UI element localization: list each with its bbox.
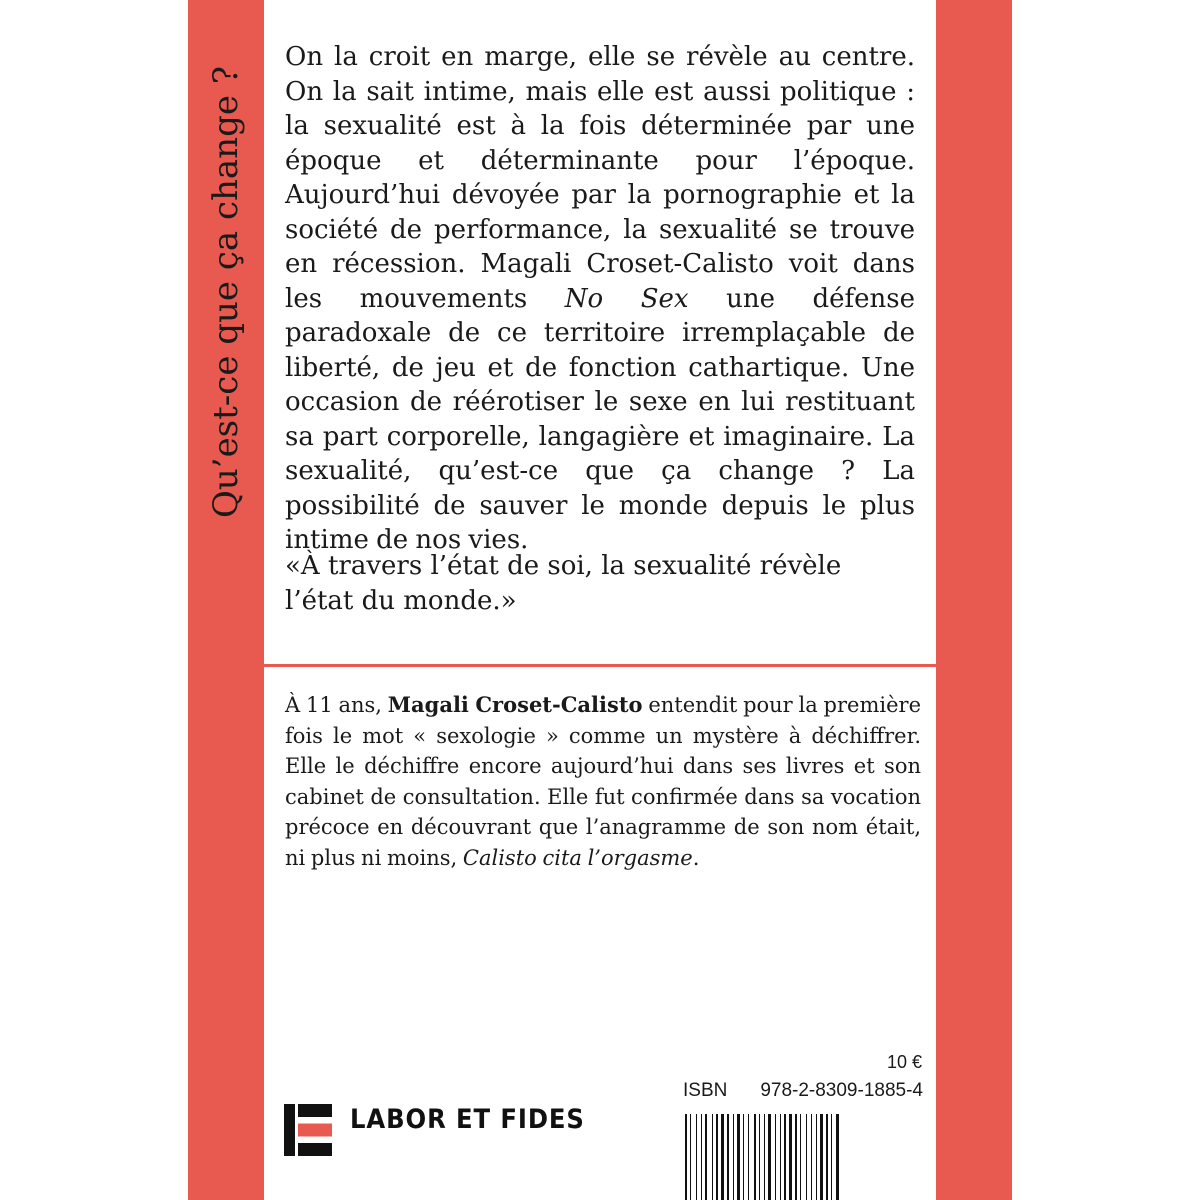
section-divider xyxy=(264,664,936,667)
blurb-italic: No Sex xyxy=(564,283,689,314)
barcode-bar xyxy=(764,1114,765,1200)
barcode-bar xyxy=(775,1114,776,1200)
barcode-bar xyxy=(733,1114,734,1200)
bio-anagram: Calisto cita l’orgasme xyxy=(462,845,693,870)
barcode-bar xyxy=(795,1114,797,1200)
barcode-bar xyxy=(759,1114,760,1200)
barcode-bar xyxy=(712,1114,713,1200)
barcode-bar xyxy=(820,1114,823,1200)
labor-et-fides-logo-icon xyxy=(284,1104,332,1156)
barcode-bar xyxy=(800,1114,801,1200)
barcode xyxy=(683,1114,923,1200)
blurb-part3: une défense paradoxale de ce territoire irremplaçable de liberté, de jeu et de fonction cathartique. Une occasion de réérotiser le sexe en lui restituant sa part corporelle, langagière et imaginaire. La sexualité, qu’est-ce que ça change ? La possibilité de sauver le monde depuis le plus intime de nos vies. xyxy=(285,283,916,555)
author-bio xyxy=(285,690,921,873)
barcode-bar xyxy=(826,1114,828,1200)
bio-part1: À 11 ans, xyxy=(285,693,388,717)
blurb-text xyxy=(285,40,915,558)
barcode-bar xyxy=(780,1114,781,1200)
barcode-bar xyxy=(768,1114,771,1200)
pull-quote: «À travers l’état de soi, la sexualité révèle l’état du monde.» xyxy=(285,551,842,616)
isbn-number: 978-2-8309-1885-4 xyxy=(760,1080,923,1101)
barcode-bar xyxy=(721,1114,724,1200)
barcode-bar xyxy=(784,1114,786,1200)
barcode-bar xyxy=(701,1114,702,1200)
barcode-bar xyxy=(743,1114,744,1200)
bio-part2: entendit pour la première fois le mot « sexologie » comme un mystère à déchiffrer. Elle le déchiffre encore aujourd’hui dans ses livres et son cabinet de consultation. Elle fut confirmée dans sa vocation précoce en découvrant que l’anagramme de son nom était, ni plus ni moins, xyxy=(285,693,921,870)
barcode-bar xyxy=(789,1114,792,1200)
isbn-row xyxy=(683,1080,923,1102)
barcode-bar xyxy=(685,1114,687,1200)
barcode-bar xyxy=(748,1114,749,1200)
barcode-bar xyxy=(811,1114,812,1200)
blurb-part1: On la croit en marge, elle se révèle au centre. On la sait intime, mais elle est aussi politique : la sexualité est à la fois déterminée par une époque et déterminante pour l’époque. Aujourd’hui dévoyée par la pornographie et la société de performance, la sexualité se trouve en récession. Magali Croset-Calisto voit dans les mouvements xyxy=(285,42,915,314)
price-label: 10 € xyxy=(886,1052,922,1072)
barcode-bar xyxy=(836,1114,839,1200)
publisher-name: LABOR ET FIDES xyxy=(350,1104,585,1135)
barcode-bar xyxy=(727,1114,729,1200)
barcode-bar xyxy=(816,1114,817,1200)
bio-part4: . xyxy=(692,845,700,870)
barcode-bar xyxy=(705,1114,707,1200)
barcode-bar xyxy=(690,1114,691,1200)
barcode-bar xyxy=(831,1114,832,1200)
barcode-bar xyxy=(806,1114,807,1200)
barcode-bar xyxy=(754,1114,756,1200)
spine-title: Qu’est-ce que ça change ? xyxy=(206,66,246,519)
isbn-label: ISBN xyxy=(683,1080,728,1101)
author-name: Magali Croset-Calisto xyxy=(387,692,643,717)
barcode-bar xyxy=(737,1114,740,1200)
barcode-bar xyxy=(696,1114,697,1200)
barcode-bar xyxy=(716,1114,718,1200)
